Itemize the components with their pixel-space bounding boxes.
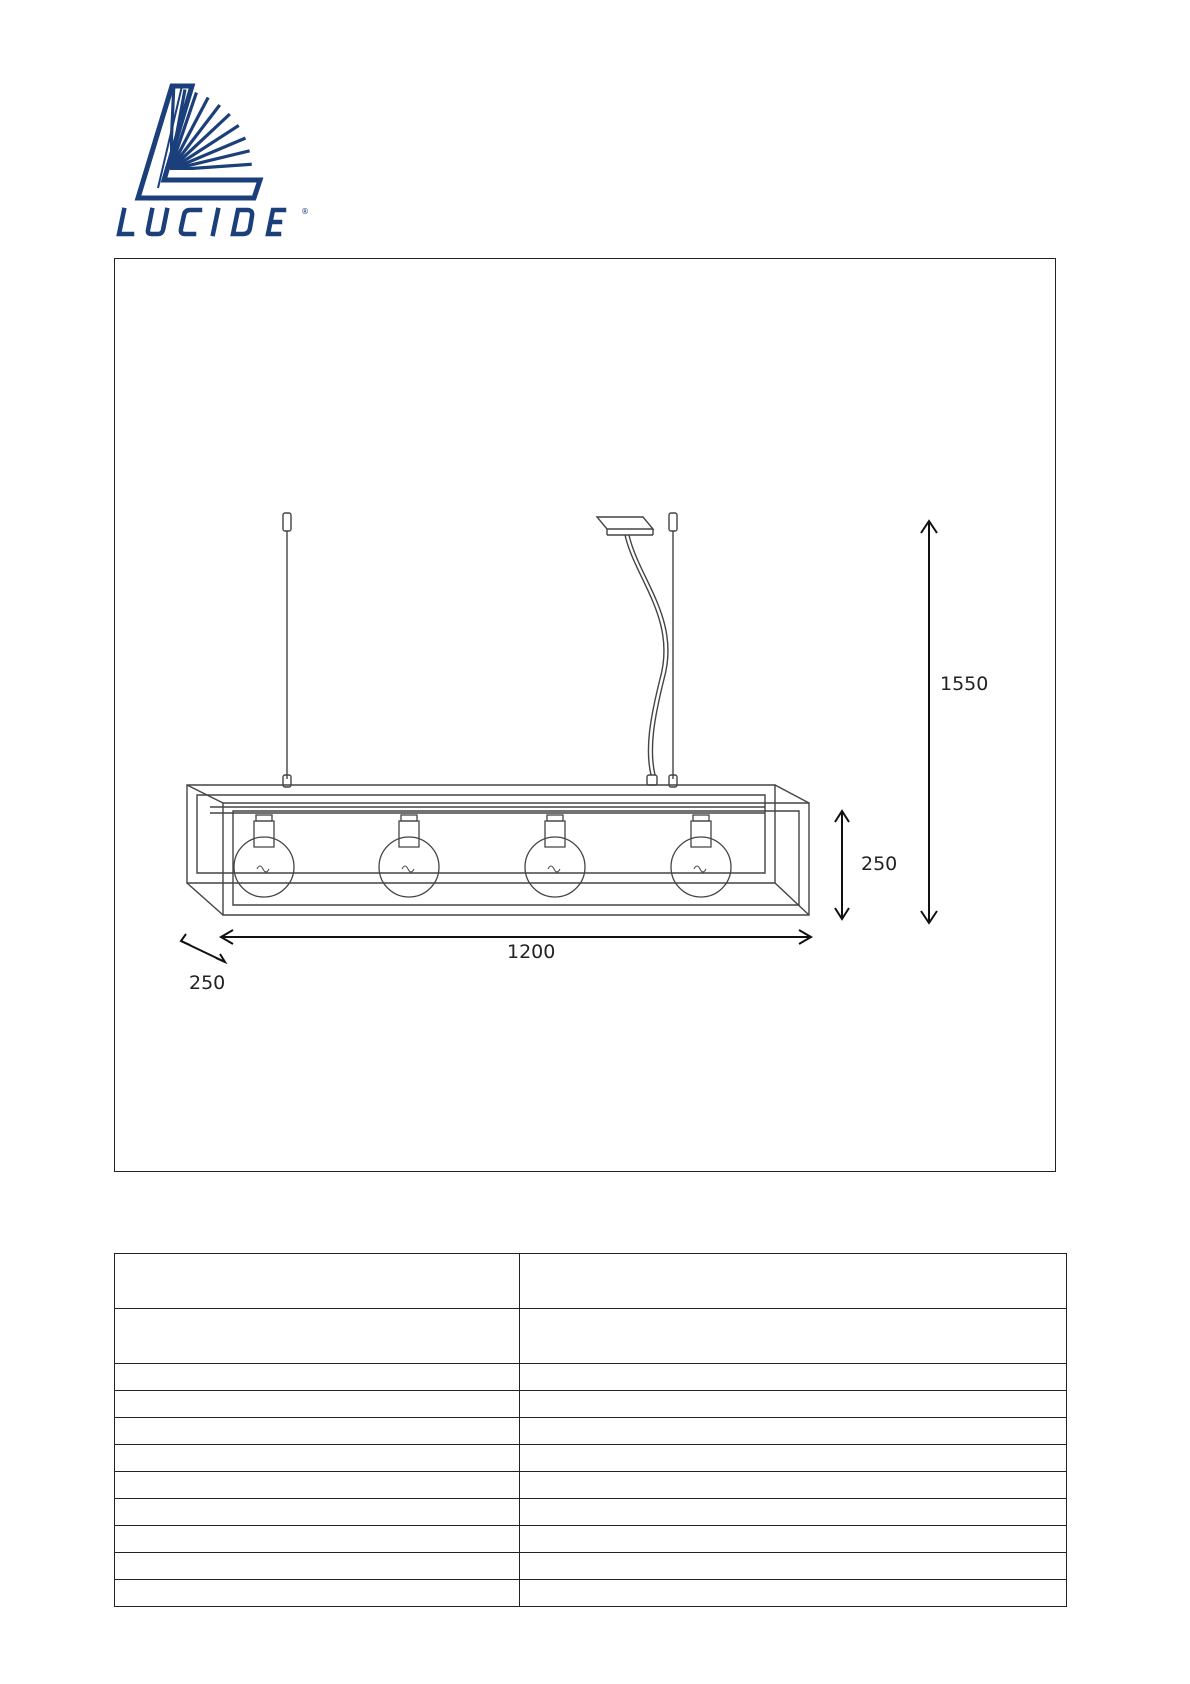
- spec-key-cell: [115, 1445, 520, 1472]
- spec-value-cell: [520, 1418, 1067, 1445]
- spec-key-cell: [115, 1391, 520, 1418]
- lucide-logo: [112, 82, 322, 242]
- spec-key-cell: [115, 1254, 520, 1309]
- spec-key-cell: [115, 1472, 520, 1499]
- spec-table: [114, 1253, 1067, 1607]
- dimension-length: 1200: [507, 941, 556, 963]
- dimension-frame-height: 250: [861, 853, 898, 875]
- spec-value-cell: [520, 1309, 1067, 1364]
- registered-mark: ®: [301, 207, 309, 216]
- table-row: [115, 1309, 1067, 1364]
- table-row: [115, 1418, 1067, 1445]
- table-row: [115, 1472, 1067, 1499]
- table-row: [115, 1391, 1067, 1418]
- table-row: [115, 1364, 1067, 1391]
- spec-value-cell: [520, 1580, 1067, 1607]
- spec-value-cell: [520, 1526, 1067, 1553]
- table-row: [115, 1254, 1067, 1309]
- technical-drawing-frame: [114, 258, 1056, 1172]
- spec-value-cell: [520, 1445, 1067, 1472]
- table-row: [115, 1526, 1067, 1553]
- spec-key-cell: [115, 1553, 520, 1580]
- spec-key-cell: [115, 1418, 520, 1445]
- spec-value-cell: [520, 1499, 1067, 1526]
- dimension-arrows: [181, 521, 937, 962]
- spec-key-cell: [115, 1580, 520, 1607]
- table-row: [115, 1499, 1067, 1526]
- table-row: [115, 1553, 1067, 1580]
- spec-key-cell: [115, 1499, 520, 1526]
- table-row: [115, 1580, 1067, 1607]
- table-row: [115, 1445, 1067, 1472]
- bulb-group: [234, 815, 731, 897]
- lucide-logo-mark: [112, 82, 322, 242]
- spec-value-cell: [520, 1553, 1067, 1580]
- pendant-lamp-drawing: [115, 259, 1057, 1173]
- spec-value-cell: [520, 1472, 1067, 1499]
- dimension-depth: 250: [189, 972, 226, 994]
- dimension-total-height: 1550: [940, 673, 989, 695]
- spec-value-cell: [520, 1254, 1067, 1309]
- spec-key-cell: [115, 1526, 520, 1553]
- spec-key-cell: [115, 1309, 520, 1364]
- spec-key-cell: [115, 1364, 520, 1391]
- spec-value-cell: [520, 1391, 1067, 1418]
- spec-value-cell: [520, 1364, 1067, 1391]
